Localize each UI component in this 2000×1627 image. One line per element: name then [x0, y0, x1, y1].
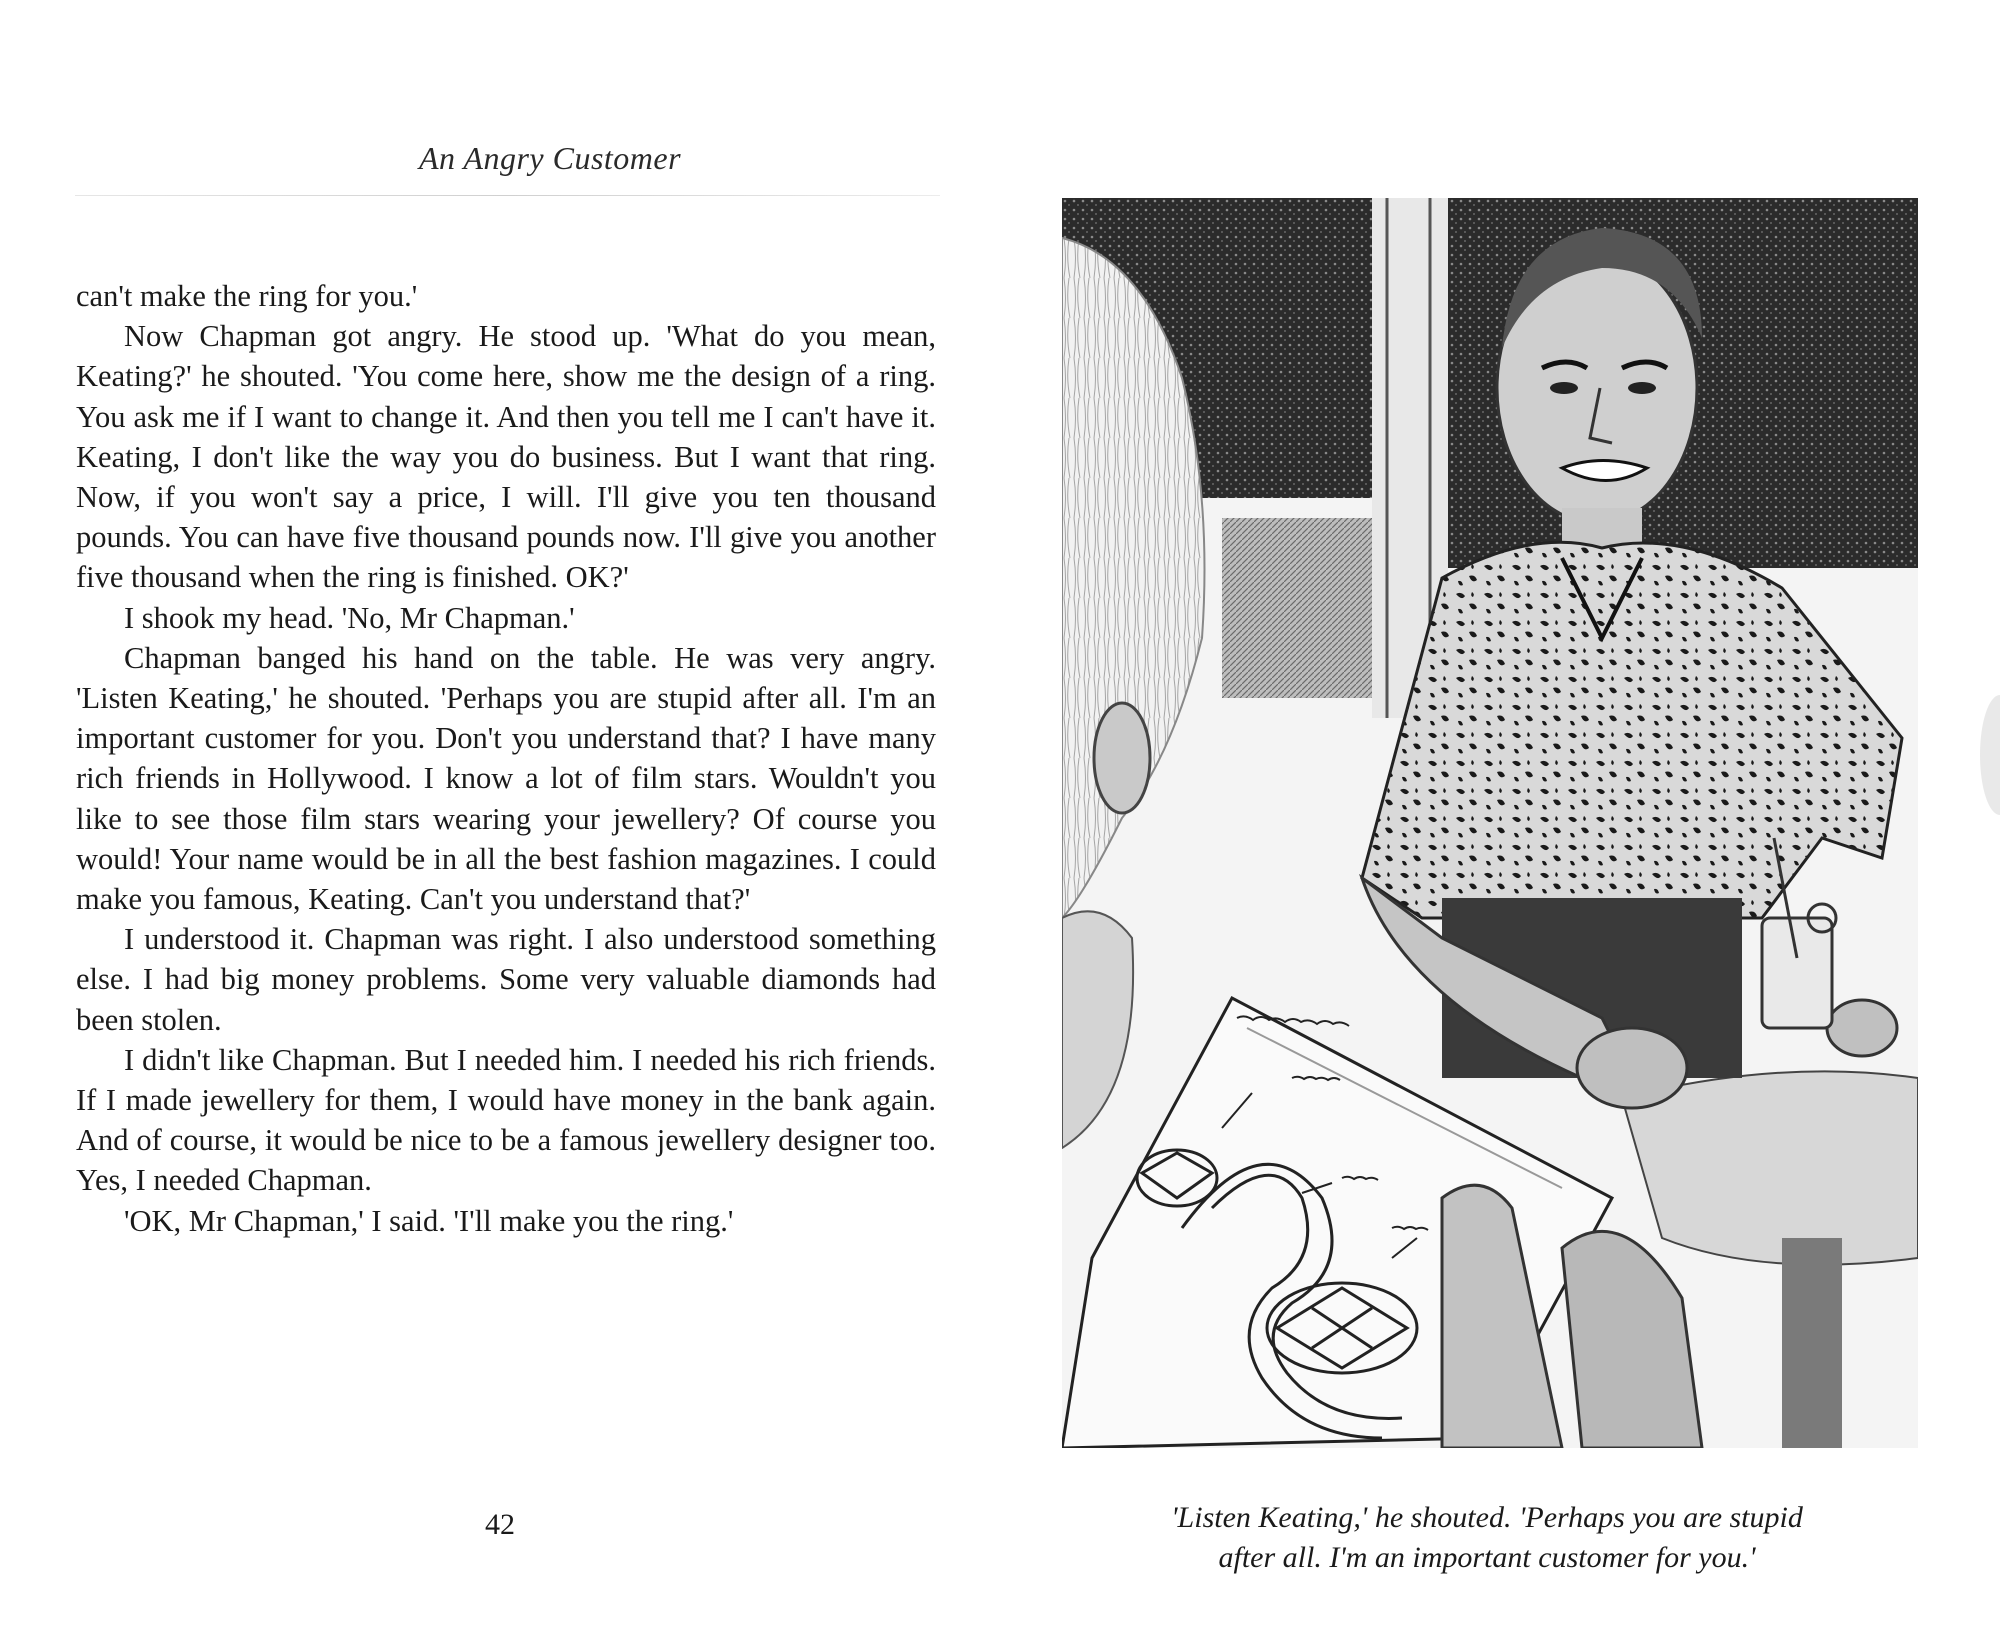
- illustration: [1062, 198, 1918, 1448]
- paragraph: can't make the ring for you.': [76, 279, 418, 313]
- caption-line: 'Listen Keating,' he shouted. 'Perhaps you are stupid: [1171, 1501, 1803, 1534]
- page-number: 42: [485, 1508, 515, 1541]
- paragraph: I didn't like Chapman. But I needed him. I needed his rich friends. If I made jewellery for them, I would have money in the bank again. And of course, it would be nice to be a famous jewellery designer too. Yes, I needed Chapman.: [76, 1042, 936, 1198]
- head-rule: [75, 195, 940, 196]
- paragraph: Chapman banged his hand on the table. He was very angry. 'Listen Keating,' he shouted. 'Perhaps you are stupid after all. I'm an important customer for you. Don't you understand that? I have many rich friends in Hollywood. I know a lot of film stars. Wouldn't you like to see those film stars wearing your jewellery? Of course you would! Your name would be in all the best fashion magazines. I could make you famous, Keating. Can't you understand that?': [76, 640, 936, 917]
- illustration-caption: [1082, 1498, 1892, 1578]
- body-text: [76, 276, 936, 1241]
- paragraph: Now Chapman got angry. He stood up. 'What do you mean, Keating?' he shouted. 'You come here, show me the design of a ring. You ask me if I want to change it. And then you tell me I can't have it. Keating, I don't like the way you do business. But I want that ring. Now, if you won't say a price, I will. I'll give you ten thousand pounds. You can have five thousand pounds now. I'll give you another five thousand when the ring is finished. OK?': [76, 319, 936, 595]
- paragraph: 'OK, Mr Chapman,' I said. 'I'll make you the ring.': [124, 1203, 734, 1238]
- caption-line: after all. I'm an important customer for you.': [1218, 1541, 1756, 1574]
- paragraph: I shook my head. 'No, Mr Chapman.': [124, 600, 575, 635]
- paragraph: I understood it. Chapman was right. I also understood something else. I had big money problems. Some very valuable diamonds had been stolen.: [76, 922, 936, 1037]
- page-edge-shadow: [1980, 695, 2000, 815]
- running-head: An Angry Customer: [418, 140, 682, 176]
